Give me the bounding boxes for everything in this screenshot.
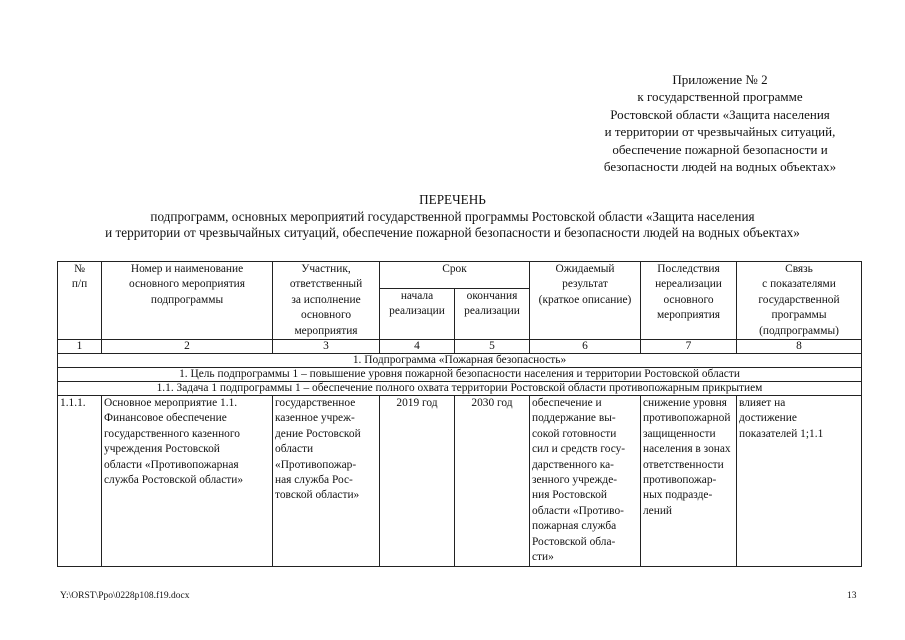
table-row	[58, 396, 862, 566]
header-start: начала реализации	[380, 288, 455, 339]
title-line-1: подпрограмм, основных мероприятий государственной программы Ростовской области «Защита населения	[150, 208, 755, 224]
row-participant: государственное казенное учреж- дение Ростовской области «Противопожар- ная служба Рос- товской области»	[273, 396, 380, 566]
column-number: 8	[737, 340, 862, 354]
header-name: Номер и наименование основного мероприятия подпрограммы	[102, 262, 273, 340]
subprogram-row	[58, 354, 862, 368]
row-end: 2030 год	[455, 396, 530, 566]
header-no: № п/п	[58, 262, 102, 340]
row-result: обеспечение и поддержание вы- сокой готовности сил и средств госу- дарственного ка- зенного учрежде- ния Ростовской области «Противо- пожарная служба Ростовской обла- сти»	[530, 396, 641, 566]
document-title	[0, 192, 905, 242]
column-number: 2	[102, 340, 273, 354]
title-line-2: и территории от чрезвычайных ситуаций, обеспечение пожарной безопасности и безопасности людей на водных объектах»	[105, 225, 800, 240]
column-number: 1	[58, 340, 102, 354]
header-participant: Участник, ответственный за исполнение основного мероприятия	[273, 262, 380, 340]
footer-file-path: Y:\ORST\Ppo\0228p108.f19.docx	[60, 591, 190, 601]
column-number: 3	[273, 340, 380, 354]
header-result: Ожидаемый результат (краткое описание)	[530, 262, 641, 340]
row-consequences: снижение уровня противопожарной защищенности населения в зонах ответственности противопожар- ных подразде- лений	[641, 396, 737, 566]
appendix-line: обеспечение пожарной безопасности и	[612, 141, 828, 157]
column-number-row	[58, 340, 862, 354]
appendix-line: Ростовской области «Защита населения	[610, 106, 830, 122]
subprogram-title: 1. Подпрограмма «Пожарная безопасность»	[58, 354, 862, 368]
header-row	[58, 262, 862, 289]
goal-row	[58, 368, 862, 382]
footer-page-number: 13	[847, 591, 857, 601]
appendix-line: Приложение № 2	[672, 72, 768, 87]
header-end: окончания реализации	[455, 288, 530, 339]
column-number: 7	[641, 340, 737, 354]
row-no: 1.1.1.	[58, 396, 102, 566]
task-row	[58, 382, 862, 396]
header-term: Срок	[380, 262, 530, 289]
appendix-line: к государственной программе	[637, 89, 803, 105]
task-text: 1.1. Задача 1 подпрограммы 1 – обеспечение полного охвата территории Ростовской области противопожарным прикрытием	[58, 382, 862, 396]
appendix-line: и территории от чрезвычайных ситуаций,	[604, 124, 836, 140]
appendix-block	[560, 71, 880, 175]
appendix-line: безопасности людей на водных объектах»	[603, 159, 837, 175]
header-link: Связь с показателями государственной программы (подпрограммы)	[737, 262, 862, 340]
row-start: 2019 год	[380, 396, 455, 566]
row-name: Основное мероприятие 1.1. Финансовое обеспечение государственного казенного учреждения Ростовской области «Противопожарная служба Ростовской области»	[102, 396, 273, 566]
column-number: 5	[455, 340, 530, 354]
title-heading: ПЕРЕЧЕНЬ	[419, 192, 486, 207]
column-number: 4	[380, 340, 455, 354]
goal-text: 1. Цель подпрограммы 1 – повышение уровня пожарной безопасности населения и территории Ростовской области	[58, 368, 862, 382]
row-link: влияет на достижение показателей 1;1.1	[737, 396, 862, 566]
measures-table	[57, 261, 862, 567]
column-number: 6	[530, 340, 641, 354]
header-consequences: Последствия нереализации основного мероприятия	[641, 262, 737, 340]
